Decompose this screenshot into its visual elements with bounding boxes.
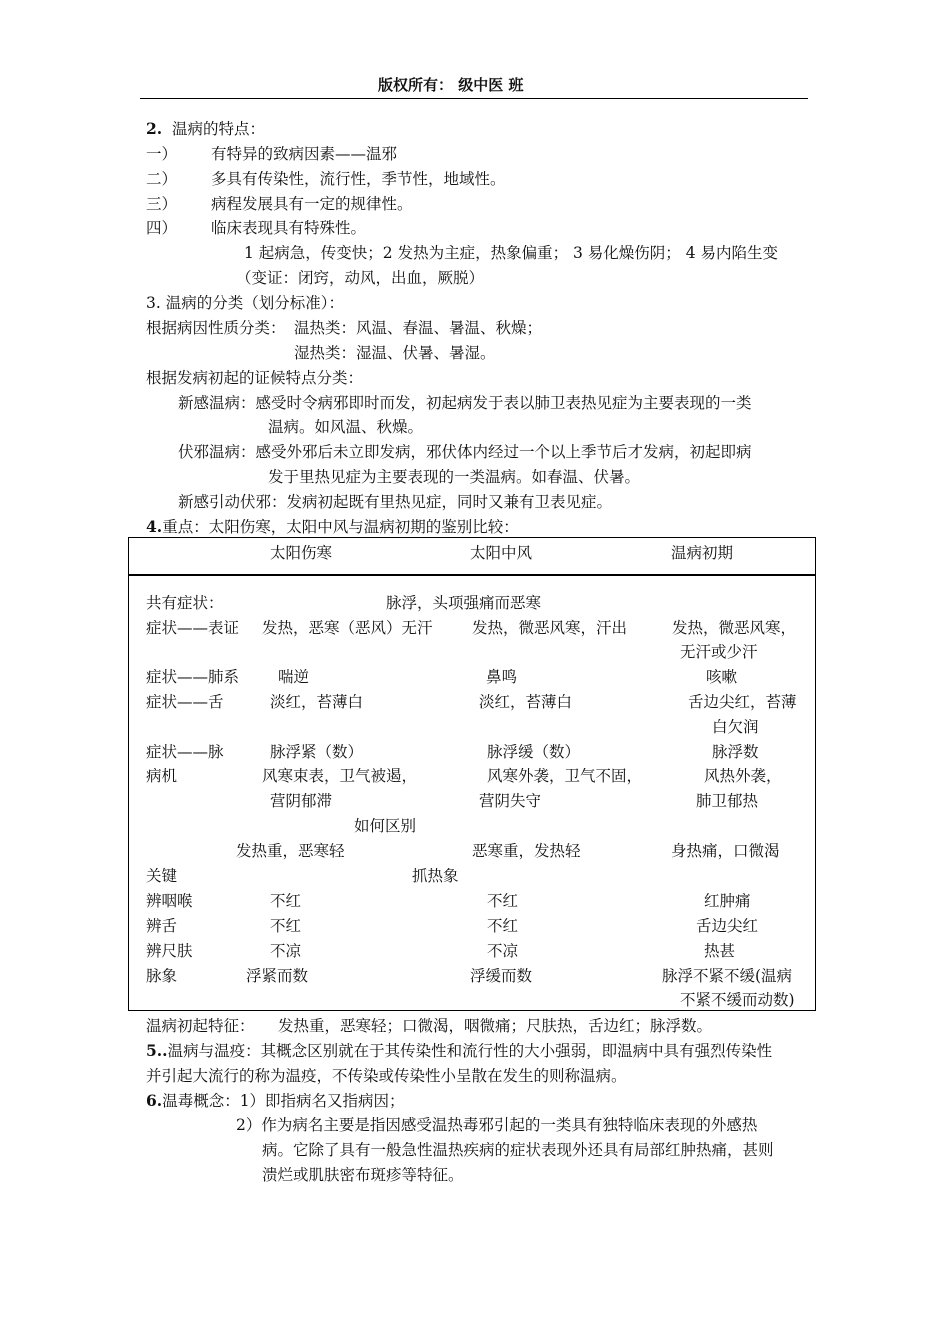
sec2-item-4-mark: 四） bbox=[146, 219, 178, 237]
section-5-line-2: 并引起大流行的称为温疫，不传染或传染性小呈散在发生的则称温病。 bbox=[146, 1067, 627, 1085]
row-common-text: 脉浮，头项强痛而恶寒 bbox=[386, 594, 542, 612]
row-chifu-label: 辨尺肤 bbox=[146, 942, 193, 960]
row-common-label: 共有症状： bbox=[146, 594, 224, 612]
section-4-heading bbox=[146, 516, 519, 538]
sec6-item2-line-3: 溃烂或肌肤密布斑疹等特征。 bbox=[262, 1166, 464, 1184]
sec2-item-2-text: 多具有传染性，流行性，季节性，地域性。 bbox=[211, 170, 506, 188]
sec3-yindong: 新感引动伏邪：发病初起既有里热见症，同时又兼有卫表见症。 bbox=[178, 493, 613, 511]
row-mai-zhongfeng: 脉浮缓（数） bbox=[487, 743, 581, 761]
row-biao-zhongfeng: 发热，微恶风寒，汗出 bbox=[472, 619, 628, 637]
section-6-number: 6. bbox=[146, 1091, 163, 1110]
sec2-detail-line-2: （变证：闭窍，动风，出血，厥脱） bbox=[236, 269, 485, 287]
sec3-by-nature-label: 根据病因性质分类： bbox=[146, 319, 286, 337]
row-maixiang-label: 脉象 bbox=[146, 967, 178, 985]
row-bianshe-zhongfeng: 不红 bbox=[487, 917, 519, 935]
row-she-label: 症状——舌 bbox=[146, 693, 224, 711]
row-she-wenbing: 舌边尖红，苔薄 bbox=[688, 693, 797, 711]
row-biao-wenbing: 发热，微恶风寒， bbox=[672, 619, 797, 637]
row-fei-label: 症状——肺系 bbox=[146, 668, 240, 686]
sec3-xingan-line-1: 新感温病：感受时令病邪即时而发，初起病发于表以肺卫表热见症为主要表现的一类 bbox=[178, 394, 752, 412]
section-5-line-1 bbox=[146, 1040, 772, 1062]
sec3-damp-heat: 湿热类：湿温、伏暑、暑湿。 bbox=[294, 344, 496, 362]
section-4-title: 重点：太阳伤寒，太阳中风与温病初期的鉴别比较： bbox=[162, 518, 519, 536]
row-bingji-shanghan-1: 风寒束表，卫气被遏， bbox=[262, 767, 418, 785]
table-header-divider bbox=[128, 574, 816, 576]
sec2-item-1-mark: 一） bbox=[146, 145, 178, 163]
row-bingji-label: 病机 bbox=[146, 767, 178, 785]
row-biao-wenbing-cont: 无汗或少汗 bbox=[680, 643, 758, 661]
row-fei-zhongfeng: 鼻鸣 bbox=[486, 668, 518, 686]
table-col-header-shanghan: 太阳伤寒 bbox=[270, 544, 333, 562]
section-2-title: 温病的特点： bbox=[172, 120, 266, 138]
row-chifu-shanghan: 不凉 bbox=[270, 942, 302, 960]
row-yanhou-zhongfeng: 不红 bbox=[487, 892, 519, 910]
row-mai-label: 症状——脉 bbox=[146, 743, 224, 761]
section-6-heading bbox=[146, 1090, 405, 1112]
sec3-by-onset-label: 根据发病初起的证候特点分类： bbox=[146, 369, 364, 387]
row-bingji-wenbing-1: 风热外袭， bbox=[704, 767, 782, 785]
section-5-text-1: 温病与温疫：其概念区别就在于其传染性和流行性的大小强弱，即温病中具有强烈传染性 bbox=[167, 1042, 773, 1060]
row-she-wenbing-cont: 白欠润 bbox=[712, 718, 759, 736]
sec2-detail-line-1: 1 起病急，传变快；2 发热为主症，热象偏重； 3 易化燥伤阴； 4 易内陷生变 bbox=[244, 244, 779, 262]
row-bianshe-shanghan: 不红 bbox=[270, 917, 302, 935]
section-2-number: 2. bbox=[146, 119, 163, 138]
row-biao-label: 症状——表证 bbox=[146, 619, 240, 637]
section-4-number: 4. bbox=[146, 517, 163, 536]
row-how-label: 如何区别 bbox=[354, 817, 417, 835]
page-header-title: 版权所有： 级中医 班 bbox=[378, 76, 524, 94]
row-bianshe-wenbing: 舌边尖红 bbox=[696, 917, 759, 935]
row-bianshe-label: 辨舌 bbox=[146, 917, 178, 935]
row-bingji-zhongfeng-1: 风寒外袭，卫气不固， bbox=[487, 767, 643, 785]
sec2-item-3-text: 病程发展具有一定的规律性。 bbox=[211, 195, 413, 213]
row-yanhou-wenbing: 红肿痛 bbox=[704, 892, 751, 910]
row-chifu-wenbing: 热甚 bbox=[704, 942, 736, 960]
sec3-warm-heat: 温热类：风温、春温、暑温、秋燥； bbox=[294, 319, 543, 337]
sec3-xingan-line-2: 温病。如风温、秋燥。 bbox=[268, 418, 424, 436]
row-fei-wenbing: 咳嗽 bbox=[706, 668, 738, 686]
row-she-shanghan: 淡红，苔薄白 bbox=[270, 693, 364, 711]
summary-text: 发热重，恶寒轻；口微渴，咽微痛；尺肤热，舌边红；脉浮数。 bbox=[278, 1017, 713, 1035]
table-col-header-wenbing: 温病初期 bbox=[671, 544, 734, 562]
table-col-header-zhongfeng: 太阳中风 bbox=[470, 544, 533, 562]
row-maixiang-shanghan: 浮紧而数 bbox=[246, 967, 309, 985]
section-5-number: 5.. bbox=[146, 1041, 168, 1060]
row-chifu-zhongfeng: 不凉 bbox=[487, 942, 519, 960]
sec2-item-1-text: 有特异的致病因素——温邪 bbox=[211, 145, 398, 163]
row-key-text: 抓热象 bbox=[412, 867, 459, 885]
summary-label: 温病初起特征： bbox=[146, 1017, 255, 1035]
row-how-zhongfeng: 恶寒重，发热轻 bbox=[472, 842, 581, 860]
row-yanhou-shanghan: 不红 bbox=[270, 892, 302, 910]
sec3-fuxie-line-2: 发于里热见症为主要表现的一类温病。如春温、伏暑。 bbox=[268, 468, 641, 486]
section-2-heading bbox=[146, 118, 265, 140]
sec2-item-2-mark: 二） bbox=[146, 170, 178, 188]
row-mai-wenbing: 脉浮数 bbox=[712, 743, 759, 761]
header-rule bbox=[140, 98, 808, 99]
row-how-wenbing: 身热痛，口微渴 bbox=[671, 842, 780, 860]
row-how-shanghan: 发热重，恶寒轻 bbox=[236, 842, 345, 860]
row-fei-shanghan: 喘逆 bbox=[278, 668, 310, 686]
row-key-label: 关键 bbox=[146, 867, 178, 885]
sec2-item-3-mark: 三） bbox=[146, 195, 178, 213]
row-maixiang-wenbing-1: 脉浮不紧不缓(温病 bbox=[662, 967, 793, 985]
row-yanhou-label: 辨咽喉 bbox=[146, 892, 193, 910]
row-maixiang-zhongfeng: 浮缓而数 bbox=[470, 967, 533, 985]
row-maixiang-wenbing-2: 不紧不缓而动数) bbox=[680, 991, 795, 1009]
row-bingji-shanghan-2: 营阴郁滞 bbox=[270, 792, 333, 810]
row-mai-shanghan: 脉浮紧（数） bbox=[270, 743, 364, 761]
sec6-item2-line-1: 2）作为病名主要是指因感受温热毒邪引起的一类具有独特临床表现的外感热 bbox=[236, 1116, 758, 1134]
row-bingji-zhongfeng-2: 营阴失守 bbox=[479, 792, 542, 810]
section-3-heading: 3. 温病的分类（划分标准）： bbox=[146, 294, 344, 312]
sec3-fuxie-line-1: 伏邪温病：感受外邪后未立即发病，邪伏体内经过一个以上季节后才发病，初起即病 bbox=[178, 443, 752, 461]
row-she-zhongfeng: 淡红，苔薄白 bbox=[479, 693, 573, 711]
row-bingji-wenbing-2: 肺卫郁热 bbox=[696, 792, 759, 810]
sec2-item-4-text: 临床表现具有特殊性。 bbox=[211, 219, 367, 237]
row-biao-shanghan: 发热，恶寒（恶风）无汗 bbox=[262, 619, 433, 637]
sec6-item2-line-2: 病。它除了具有一般急性温热疾病的症状表现外还具有局部红肿热痛，甚则 bbox=[262, 1141, 774, 1159]
section-6-title: 温毒概念：1）即指病名又指病因； bbox=[162, 1092, 405, 1110]
